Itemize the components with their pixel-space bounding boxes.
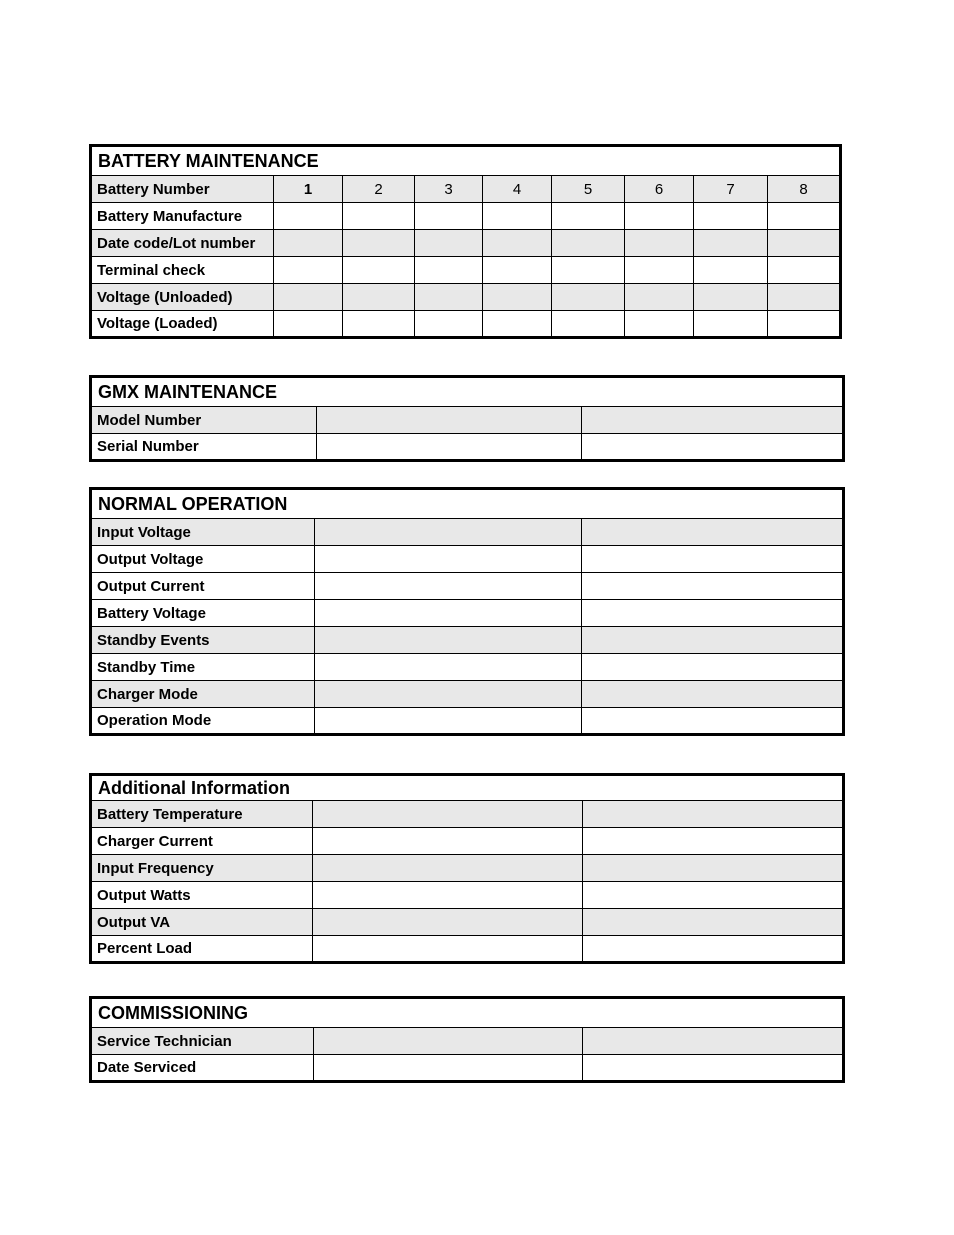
entry-cell[interactable] [483, 203, 552, 230]
table-row [91, 573, 844, 600]
entry-cell[interactable] [625, 203, 694, 230]
entry-cell[interactable] [343, 311, 415, 338]
entry-cell[interactable] [583, 801, 844, 828]
entry-cell[interactable] [583, 936, 844, 963]
entry-cell[interactable] [313, 828, 583, 855]
entry-cell[interactable] [583, 828, 844, 855]
row-label: Date Serviced [91, 1055, 314, 1082]
entry-cell[interactable] [582, 654, 844, 681]
gmx-maintenance-table [89, 375, 845, 462]
row-label: Battery Manufacture [91, 203, 274, 230]
entry-cell[interactable] [552, 230, 625, 257]
entry-cell[interactable] [582, 627, 844, 654]
entry-cell[interactable] [415, 284, 483, 311]
row-label: Serial Number [91, 434, 317, 461]
entry-cell[interactable] [317, 434, 582, 461]
table-row [91, 600, 844, 627]
entry-cell[interactable] [343, 203, 415, 230]
table-row [91, 434, 844, 461]
entry-cell[interactable] [583, 855, 844, 882]
table-row [91, 257, 841, 284]
table-row [91, 681, 844, 708]
entry-cell[interactable] [415, 257, 483, 284]
entry-cell[interactable] [415, 230, 483, 257]
table-row [91, 708, 844, 735]
table-row [91, 407, 844, 434]
entry-cell[interactable] [582, 519, 844, 546]
entry-cell[interactable] [583, 882, 844, 909]
row-label: Voltage (Loaded) [91, 311, 274, 338]
entry-cell[interactable] [315, 546, 582, 573]
table-row [91, 546, 844, 573]
entry-cell[interactable] [582, 546, 844, 573]
row-label: Voltage (Unloaded) [91, 284, 274, 311]
table-row [91, 882, 844, 909]
battery-maintenance-table [89, 144, 842, 339]
entry-cell[interactable] [583, 1055, 844, 1082]
entry-cell[interactable] [315, 654, 582, 681]
additional-information-table [89, 773, 845, 964]
column-header: 3 [415, 176, 483, 203]
entry-cell[interactable] [343, 257, 415, 284]
column-header: 7 [694, 176, 768, 203]
entry-cell[interactable] [552, 203, 625, 230]
row-label: Date code/Lot number [91, 230, 274, 257]
entry-cell[interactable] [313, 801, 583, 828]
entry-cell[interactable] [582, 573, 844, 600]
row-label: Service Technician [91, 1028, 314, 1055]
table-row [91, 627, 844, 654]
entry-cell[interactable] [552, 311, 625, 338]
entry-cell[interactable] [483, 230, 552, 257]
entry-cell[interactable] [582, 600, 844, 627]
column-header: 8 [768, 176, 841, 203]
row-label: Model Number [91, 407, 317, 434]
table-row [91, 654, 844, 681]
table-row [91, 203, 841, 230]
entry-cell[interactable] [625, 284, 694, 311]
entry-cell[interactable] [625, 230, 694, 257]
entry-cell[interactable] [317, 407, 582, 434]
table-row [91, 311, 841, 338]
normal-operation-table [89, 487, 845, 736]
entry-cell[interactable] [274, 230, 343, 257]
table-row [91, 1028, 844, 1055]
entry-cell[interactable] [314, 1028, 583, 1055]
commissioning-table [89, 996, 845, 1083]
entry-cell[interactable] [343, 284, 415, 311]
table-row [91, 936, 844, 963]
section-title: NORMAL OPERATION [91, 489, 844, 519]
row-label: Charger Current [91, 828, 313, 855]
entry-cell[interactable] [483, 257, 552, 284]
column-header: 4 [483, 176, 552, 203]
table-row [91, 801, 844, 828]
table-row [91, 1055, 844, 1082]
row-label: Output Watts [91, 882, 313, 909]
table-row [91, 828, 844, 855]
entry-cell[interactable] [343, 230, 415, 257]
entry-cell[interactable] [694, 230, 768, 257]
entry-cell[interactable] [274, 311, 343, 338]
entry-cell[interactable] [313, 882, 583, 909]
column-header: 2 [343, 176, 415, 203]
table-row [91, 519, 844, 546]
entry-cell[interactable] [552, 284, 625, 311]
section-title: BATTERY MAINTENANCE [91, 146, 841, 176]
section-title: Additional Information [91, 775, 844, 801]
row-label: Input Voltage [91, 519, 315, 546]
row-label: Output Current [91, 573, 315, 600]
entry-cell[interactable] [582, 407, 844, 434]
entry-cell[interactable] [315, 708, 582, 735]
entry-cell[interactable] [694, 284, 768, 311]
entry-cell[interactable] [415, 311, 483, 338]
column-header: 1 [274, 176, 343, 203]
column-header: 6 [625, 176, 694, 203]
entry-cell[interactable] [625, 311, 694, 338]
entry-cell[interactable] [768, 230, 841, 257]
row-label: Standby Time [91, 654, 315, 681]
row-label: Operation Mode [91, 708, 315, 735]
row-label: Output VA [91, 909, 313, 936]
entry-cell[interactable] [583, 1028, 844, 1055]
entry-cell[interactable] [768, 311, 841, 338]
entry-cell[interactable] [694, 257, 768, 284]
table-row [91, 230, 841, 257]
entry-cell[interactable] [315, 519, 582, 546]
entry-cell[interactable] [582, 434, 844, 461]
row-label: Battery Temperature [91, 801, 313, 828]
entry-cell[interactable] [768, 203, 841, 230]
entry-cell[interactable] [274, 257, 343, 284]
row-label: Charger Mode [91, 681, 315, 708]
entry-cell[interactable] [625, 257, 694, 284]
column-header: 5 [552, 176, 625, 203]
entry-cell[interactable] [768, 257, 841, 284]
entry-cell[interactable] [315, 681, 582, 708]
entry-cell[interactable] [768, 284, 841, 311]
row-label: Battery Number [91, 176, 274, 203]
entry-cell[interactable] [315, 573, 582, 600]
entry-cell[interactable] [552, 257, 625, 284]
entry-cell[interactable] [583, 909, 844, 936]
entry-cell[interactable] [582, 708, 844, 735]
table-row [91, 176, 841, 203]
entry-cell[interactable] [694, 311, 768, 338]
entry-cell[interactable] [582, 681, 844, 708]
entry-cell[interactable] [313, 909, 583, 936]
section-title: COMMISSIONING [91, 998, 844, 1028]
entry-cell[interactable] [315, 627, 582, 654]
row-label: Terminal check [91, 257, 274, 284]
section-title: GMX MAINTENANCE [91, 377, 844, 407]
row-label: Input Frequency [91, 855, 313, 882]
entry-cell[interactable] [694, 203, 768, 230]
entry-cell[interactable] [274, 284, 343, 311]
table-row [91, 855, 844, 882]
entry-cell[interactable] [315, 600, 582, 627]
entry-cell[interactable] [483, 284, 552, 311]
row-label: Battery Voltage [91, 600, 315, 627]
row-label: Output Voltage [91, 546, 315, 573]
entry-cell[interactable] [314, 1055, 583, 1082]
entry-cell[interactable] [415, 203, 483, 230]
entry-cell[interactable] [274, 203, 343, 230]
table-row [91, 284, 841, 311]
table-row [91, 909, 844, 936]
entry-cell[interactable] [313, 936, 583, 963]
entry-cell[interactable] [483, 311, 552, 338]
row-label: Percent Load [91, 936, 313, 963]
row-label: Standby Events [91, 627, 315, 654]
entry-cell[interactable] [313, 855, 583, 882]
